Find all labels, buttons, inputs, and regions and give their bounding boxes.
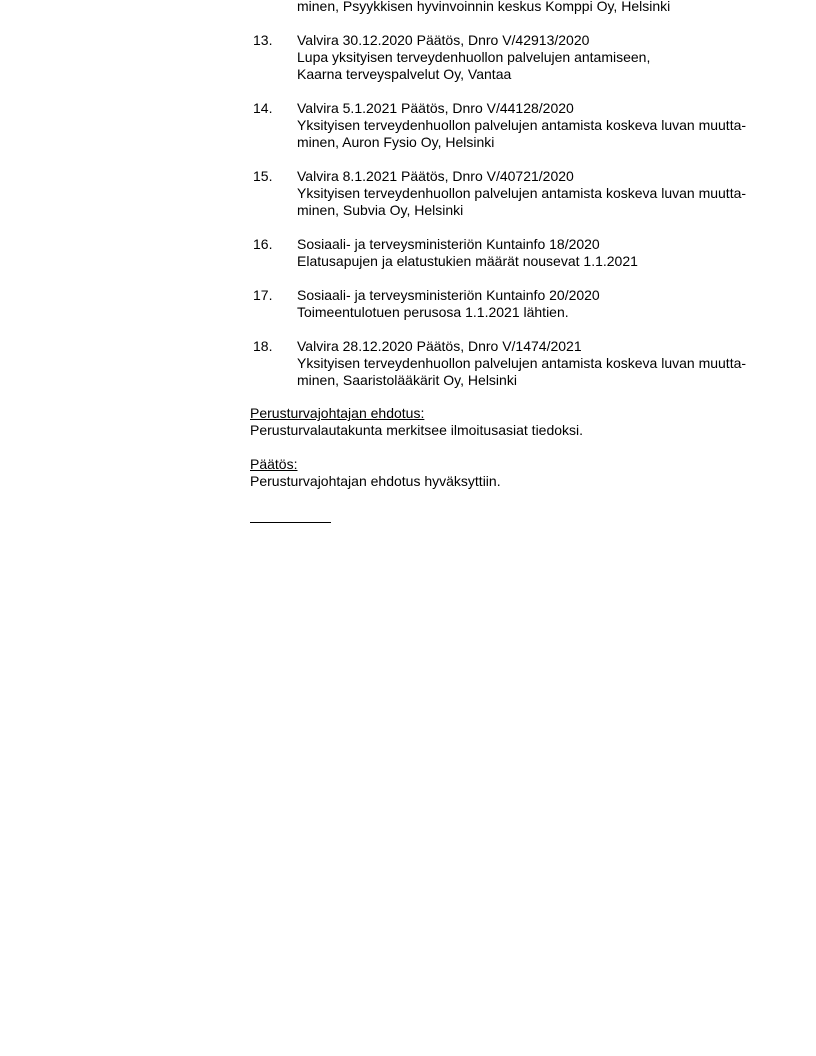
item-line: Kaarna terveyspalvelut Oy, Vantaa	[297, 66, 512, 82]
item-line: Valvira 8.1.2021 Päätös, Dnro V/40721/2020	[297, 168, 574, 184]
item-line: minen, Auron Fysio Oy, Helsinki	[297, 134, 495, 150]
item-number: 18.	[253, 338, 273, 354]
item-line: Valvira 5.1.2021 Päätös, Dnro V/44128/2020	[297, 100, 574, 116]
item-line: Elatusapujen ja elatustukien määrät nousevat 1.1.2021	[297, 253, 638, 269]
decision-text: Perusturvajohtajan ehdotus hyväksyttiin.	[250, 473, 501, 489]
item-line: minen, Saaristolääkärit Oy, Helsinki	[297, 372, 517, 388]
item-line: Yksityisen terveydenhuollon palvelujen antamista koskeva luvan muutta-	[297, 355, 747, 371]
decision-section	[250, 456, 501, 490]
item-body	[297, 236, 790, 270]
proposal-section	[250, 405, 583, 439]
proposal-text: Perusturvalautakunta merkitsee ilmoitusasiat tiedoksi.	[250, 422, 584, 438]
item-body	[297, 168, 790, 219]
item-line: Yksityisen terveydenhuollon palvelujen antamista koskeva luvan muutta-	[297, 117, 747, 133]
continuation-line: minen, Psyykkisen hyvinvoinnin keskus Komppi Oy, Helsinki	[297, 0, 671, 14]
item-body	[297, 32, 790, 83]
list-item	[250, 287, 790, 321]
item-line: Valvira 28.12.2020 Päätös, Dnro V/1474/2021	[297, 338, 582, 354]
item-body	[297, 338, 790, 389]
list-item	[250, 236, 790, 270]
item-number: 17.	[253, 287, 273, 303]
item-number: 14.	[253, 100, 273, 116]
item-body	[297, 287, 790, 321]
item-line: Yksityisen terveydenhuollon palvelujen antamista koskeva luvan muutta-	[297, 185, 747, 201]
list-item	[250, 168, 790, 219]
item-line: Valvira 30.12.2020 Päätös, Dnro V/42913/2020	[297, 32, 590, 48]
item-number: 15.	[253, 168, 273, 184]
end-rule-divider	[250, 522, 331, 523]
item-line: Toimeentulotuen perusosa 1.1.2021 lähtien.	[297, 304, 569, 320]
decision-heading: Päätös:	[250, 456, 298, 472]
list-item	[250, 338, 790, 389]
item-line: Sosiaali- ja terveysministeriön Kuntainfo 18/2020	[297, 236, 600, 252]
list-item	[250, 32, 790, 83]
item-body	[297, 100, 790, 151]
item-number: 13.	[253, 32, 273, 48]
item-number: 16.	[253, 236, 273, 252]
list-item	[250, 100, 790, 151]
item-line: minen, Subvia Oy, Helsinki	[297, 202, 464, 218]
notification-list	[250, 32, 790, 406]
item-line: Sosiaali- ja terveysministeriön Kuntainfo 20/2020	[297, 287, 600, 303]
proposal-heading: Perusturvajohtajan ehdotus:	[250, 405, 425, 421]
item-line: Lupa yksityisen terveydenhuollon palvelujen antamiseen,	[297, 49, 651, 65]
